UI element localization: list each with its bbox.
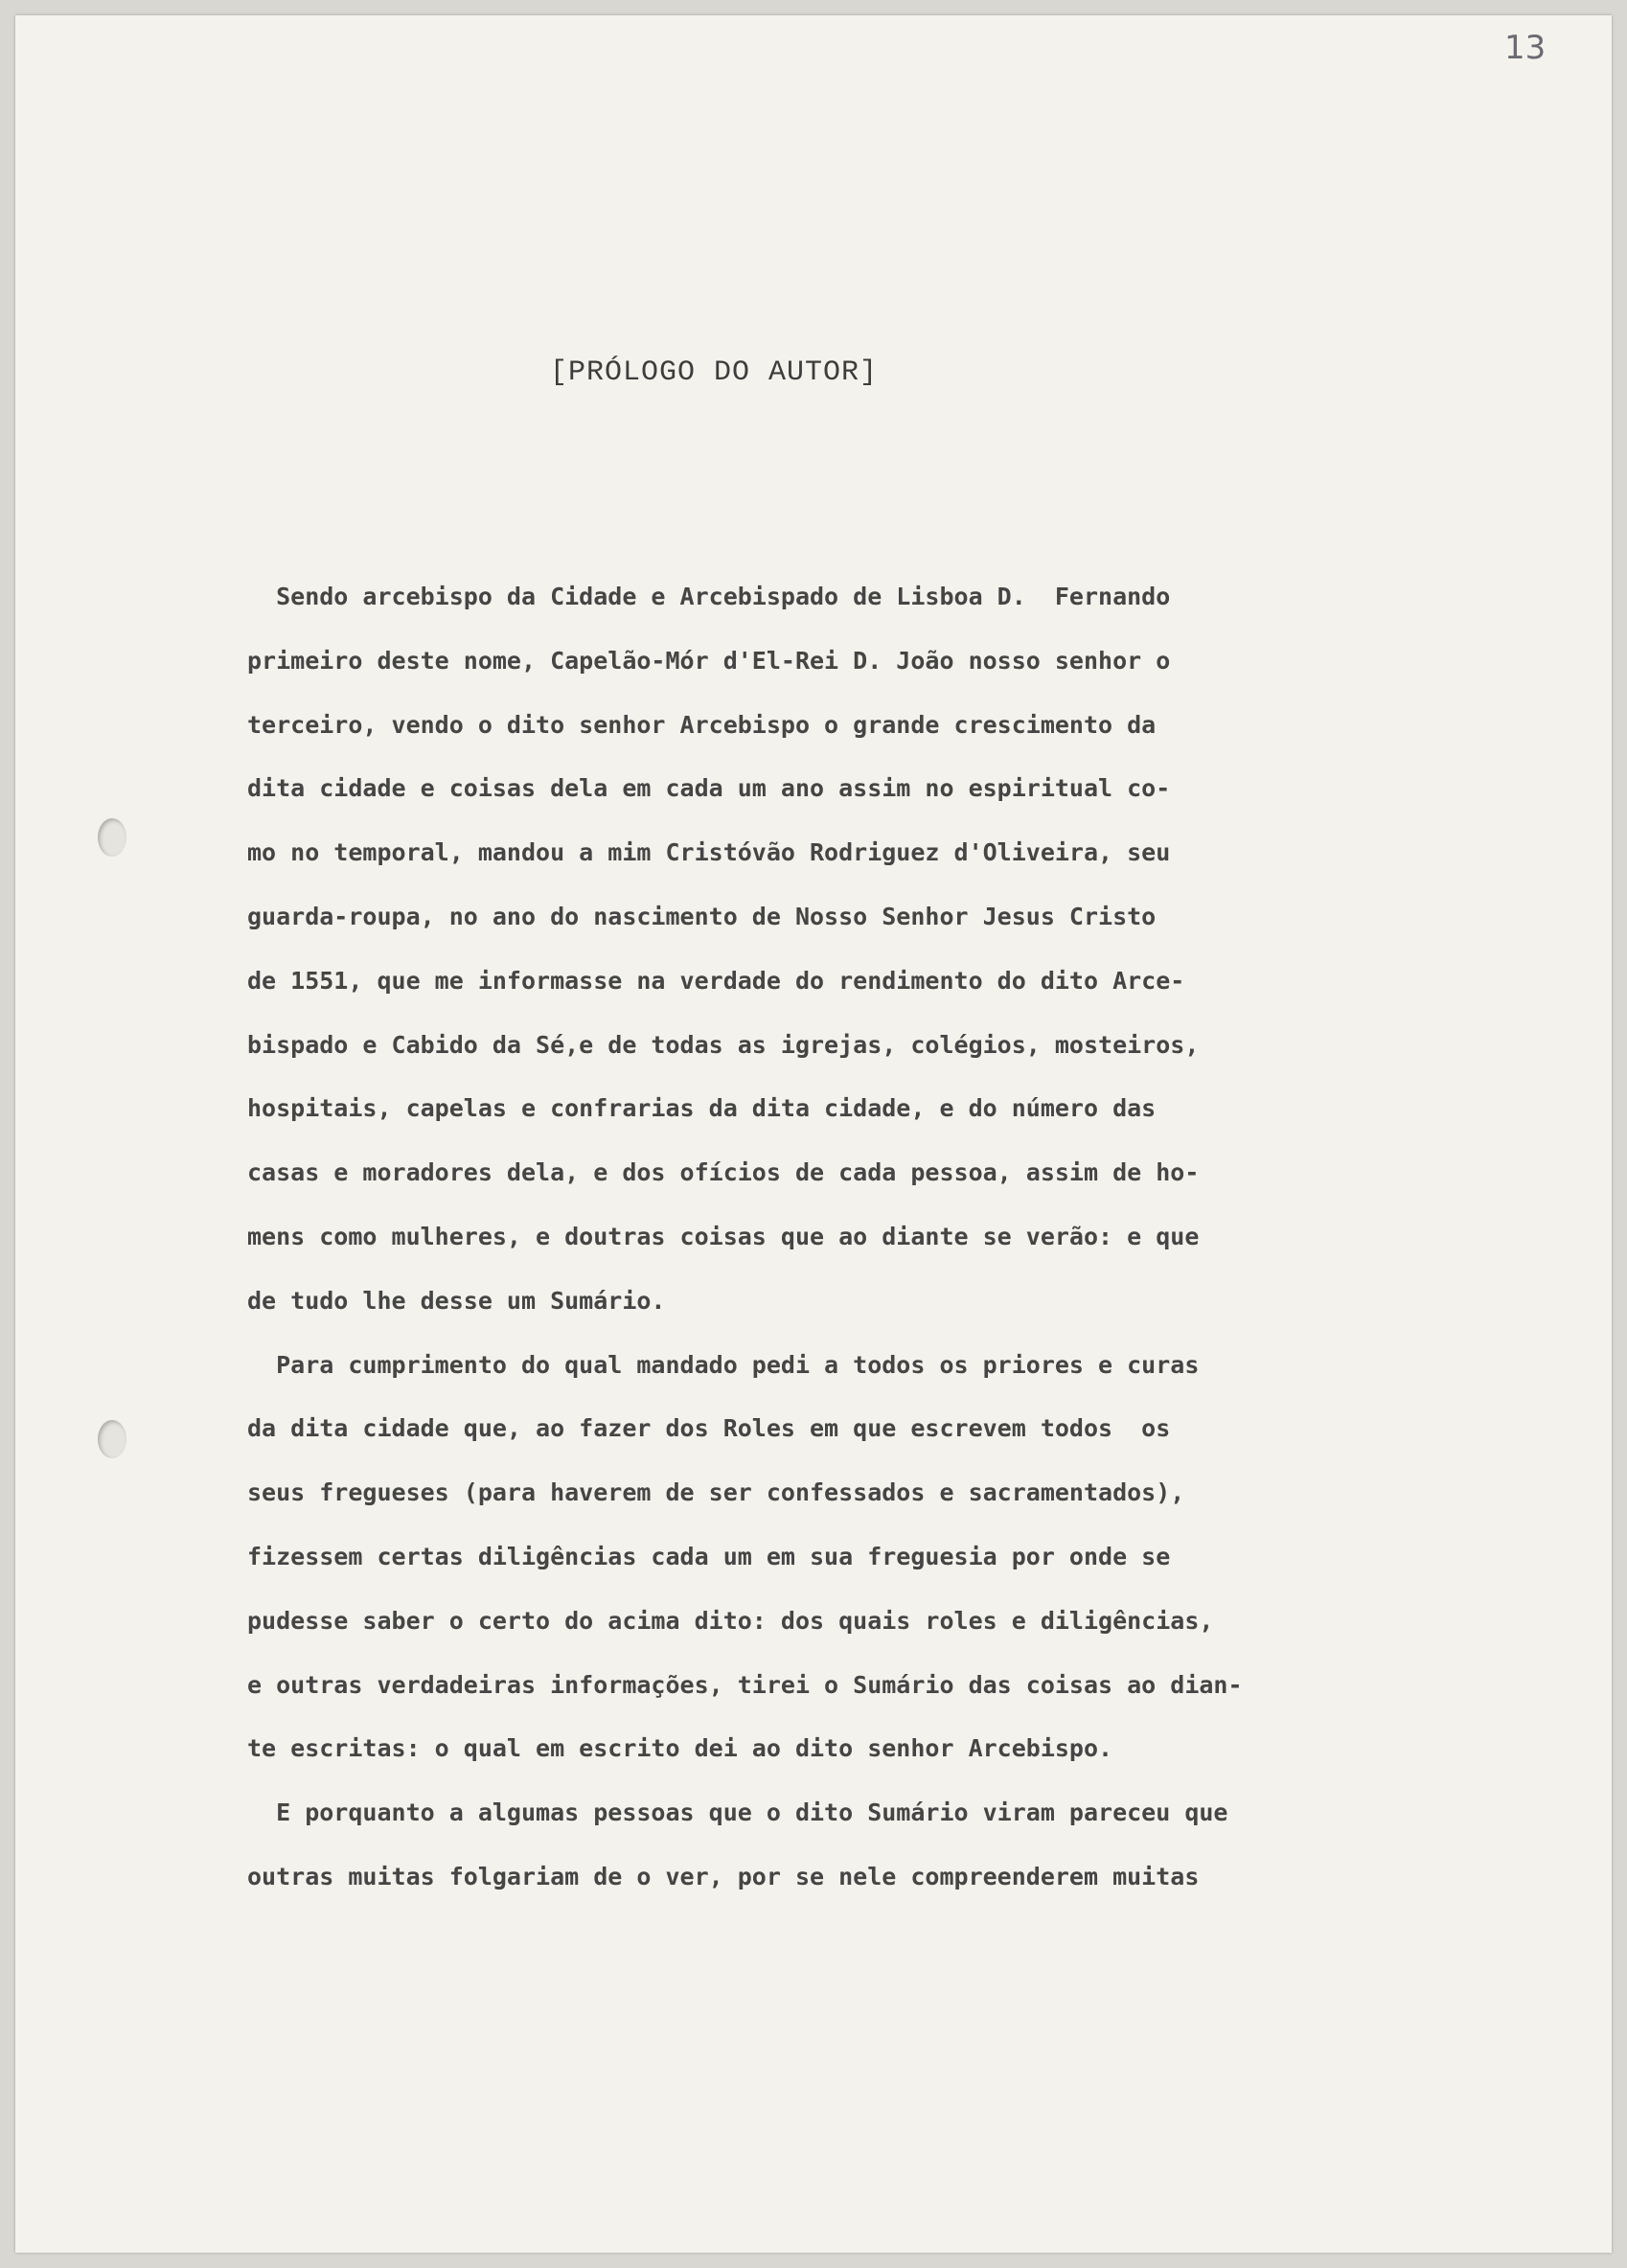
text-line: da dita cidade que, ao fazer dos Roles em que escrevem todos os bbox=[247, 1414, 1171, 1443]
text-line: de tudo lhe desse um Sumário. bbox=[247, 1286, 666, 1315]
text-line: outras muitas folgariam de o ver, por se nele compreenderem muitas bbox=[247, 1862, 1200, 1890]
text-line: mo no temporal, mandou a mim Cristóvão Rodriguez d'Oliveira, seu bbox=[247, 838, 1171, 867]
text-line: hospitais, capelas e confrarias da dita cidade, e do número das bbox=[247, 1094, 1157, 1123]
body-text bbox=[247, 565, 1483, 1910]
text-line: Sendo arcebispo da Cidade e Arcebispado de Lisboa D. Fernando bbox=[247, 583, 1171, 610]
text-line: dita cidade e coisas dela em cada um ano assim no espiritual co- bbox=[247, 774, 1171, 803]
text-line: primeiro deste nome, Capelão-Mór d'El-Rei D. João nosso senhor o bbox=[247, 646, 1171, 675]
page-title: [PRÓLOGO DO AUTOR] bbox=[550, 356, 879, 389]
text-line: te escritas: o qual em escrito dei ao dito senhor Arcebispo. bbox=[247, 1734, 1113, 1763]
text-line: guarda-roupa, no ano do nascimento de Nosso Senhor Jesus Cristo bbox=[247, 902, 1157, 930]
text-line: seus fregueses (para haverem de ser confessados e sacramentados), bbox=[247, 1478, 1185, 1507]
page-number: 13 bbox=[1504, 29, 1547, 67]
text-line: bispado e Cabido da Sé,e de todas as igrejas, colégios, mosteiros, bbox=[247, 1030, 1200, 1059]
text-line: de 1551, que me informasse na verdade do rendimento do dito Arce- bbox=[247, 966, 1185, 995]
text-line: e outras verdadeiras informações, tirei o Sumário das coisas ao dian- bbox=[247, 1670, 1243, 1699]
punch-hole bbox=[98, 1420, 126, 1458]
text-line: mens como mulheres, e doutras coisas que ao diante se verão: e que bbox=[247, 1222, 1200, 1250]
text-line: fizessem certas diligências cada um em sua freguesia por onde se bbox=[247, 1542, 1171, 1570]
text-line: terceiro, vendo o dito senhor Arcebispo o grande crescimento da bbox=[247, 710, 1157, 739]
text-line: casas e moradores dela, e dos ofícios de cada pessoa, assim de ho- bbox=[247, 1158, 1200, 1187]
text-line: Para cumprimento do qual mandado pedi a todos os priores e curas bbox=[247, 1350, 1200, 1379]
punch-hole bbox=[98, 818, 126, 857]
text-line: pudesse saber o certo do acima dito: dos quais roles e diligências, bbox=[247, 1606, 1214, 1635]
text-line: E porquanto a algumas pessoas que o dito Sumário viram pareceu que bbox=[247, 1798, 1228, 1827]
